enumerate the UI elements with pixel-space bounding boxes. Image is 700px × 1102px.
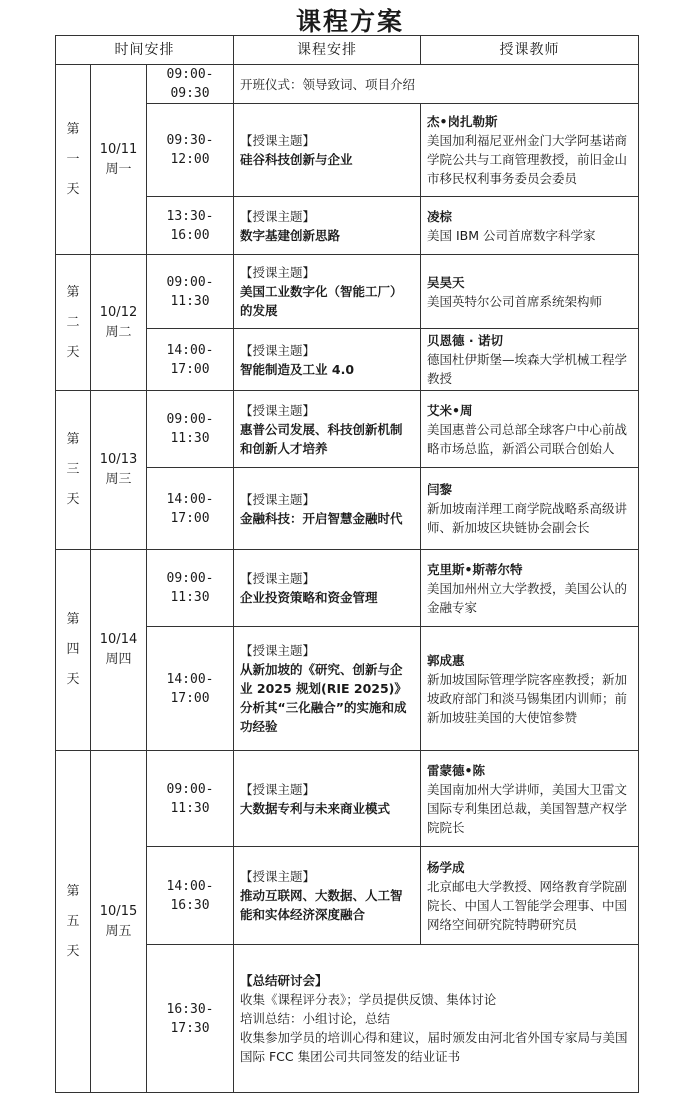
summary-cell: 【总结研讨会】 收集《课程评分表》；学员提供反馈、集体讨论 培训总结：小组讨论，总结 收集参加学员的培训心得和建议，届时颁发由河北省外国专家局与美国国际 FCC 集团公司共同签发的结业证书 — [234, 945, 639, 1093]
teacher-cell: 贝恩德 · 诺切 德国杜伊斯堡—埃森大学机械工程学教授 — [421, 329, 639, 391]
teacher-cell: 郭成惠 新加坡国际管理学院客座教授；新加坡政府部门和淡马锡集团内训师；前新加坡驻美国的大使馆参赞 — [421, 627, 639, 751]
teacher-cell: 杰•岗扎勒斯 美国加利福尼亚州金门大学阿基诺商学院公共与工商管理教授，前旧金山市移民权利事务委员会委员 — [421, 104, 639, 197]
time-cell: 16:30-17:30 — [147, 945, 234, 1093]
time-cell: 09:00-11:30 — [147, 550, 234, 627]
teacher-cell: 杨学成 北京邮电大学教授、网络教育学院副院长、中国人工智能学会理事、中国网络空间研究院特聘研究员 — [421, 847, 639, 945]
day-label: 第 三 天 — [56, 391, 91, 550]
course-cell: 【授课主题】 企业投资策略和资金管理 — [234, 550, 421, 627]
time-cell: 14:00-17:00 — [147, 627, 234, 751]
teacher-cell: 雷蒙德•陈 美国南加州大学讲师，美国大卫雷文国际专利集团总裁，美国智慧产权学院院长 — [421, 751, 639, 847]
course-cell: 【授课主题】 惠普公司发展、科技创新机制和创新人才培养 — [234, 391, 421, 468]
table-row — [56, 65, 639, 104]
date-cell: 10/15 周五 — [91, 751, 147, 1093]
time-cell: 09:00-11:30 — [147, 391, 234, 468]
course-cell: 【授课主题】 智能制造及工业 4.0 — [234, 329, 421, 391]
teacher-cell: 艾米•周 美国惠普公司总部全球客户中心前战略市场总监，新滔公司联合创始人 — [421, 391, 639, 468]
teacher-cell: 吴昊天 美国英特尔公司首席系统架构师 — [421, 255, 639, 329]
time-cell: 09:00-09:30 — [147, 65, 234, 104]
day-label: 第 四 天 — [56, 550, 91, 751]
date-cell: 10/13 周三 — [91, 391, 147, 550]
time-cell: 09:00-11:30 — [147, 751, 234, 847]
teacher-cell: 克里斯•斯蒂尔特 美国加州州立大学教授，美国公认的金融专家 — [421, 550, 639, 627]
time-cell: 14:00-17:00 — [147, 329, 234, 391]
table-row — [56, 391, 639, 468]
course-cell: 【授课主题】 美国工业数字化（智能工厂）的发展 — [234, 255, 421, 329]
teacher-cell: 凌棕 美国 IBM 公司首席数字科学家 — [421, 197, 639, 255]
course-cell: 【授课主题】 从新加坡的《研究、创新与企业 2025 规划(RIE 2025)》分析其“三化融合”的实施和成功经验 — [234, 627, 421, 751]
teacher-cell: 闫黎 新加坡南洋理工商学院战略系高级讲师、新加坡区块链协会副会长 — [421, 468, 639, 550]
time-cell: 09:00-11:30 — [147, 255, 234, 329]
table-row — [56, 751, 639, 847]
page-title: 课程方案 — [295, 7, 404, 36]
ceremony-cell: 开班仪式：领导致词、项目介绍 — [234, 65, 639, 104]
date-cell: 10/11 周一 — [91, 65, 147, 255]
course-cell: 【授课主题】 数字基建创新思路 — [234, 197, 421, 255]
table-row — [56, 550, 639, 627]
header-time: 时间安排 — [56, 36, 234, 65]
time-cell: 09:30-12:00 — [147, 104, 234, 197]
time-cell: 13:30-16:00 — [147, 197, 234, 255]
day-label: 第 一 天 — [56, 65, 91, 255]
header-course: 课程安排 — [234, 36, 421, 65]
day-label: 第 二 天 — [56, 255, 91, 391]
time-cell: 14:00-16:30 — [147, 847, 234, 945]
course-cell: 【授课主题】 硅谷科技创新与企业 — [234, 104, 421, 197]
course-cell: 【授课主题】 大数据专利与未来商业模式 — [234, 751, 421, 847]
course-cell: 【授课主题】 推动互联网、大数据、人工智能和实体经济深度融合 — [234, 847, 421, 945]
day-label: 第 五 天 — [56, 751, 91, 1093]
header-row — [56, 36, 639, 65]
date-cell: 10/14 周四 — [91, 550, 147, 751]
schedule-table — [55, 35, 639, 1093]
time-cell: 14:00-17:00 — [147, 468, 234, 550]
date-cell: 10/12 周二 — [91, 255, 147, 391]
table-row — [56, 255, 639, 329]
header-teacher: 授课教师 — [421, 36, 639, 65]
course-cell: 【授课主题】 金融科技：开启智慧金融时代 — [234, 468, 421, 550]
